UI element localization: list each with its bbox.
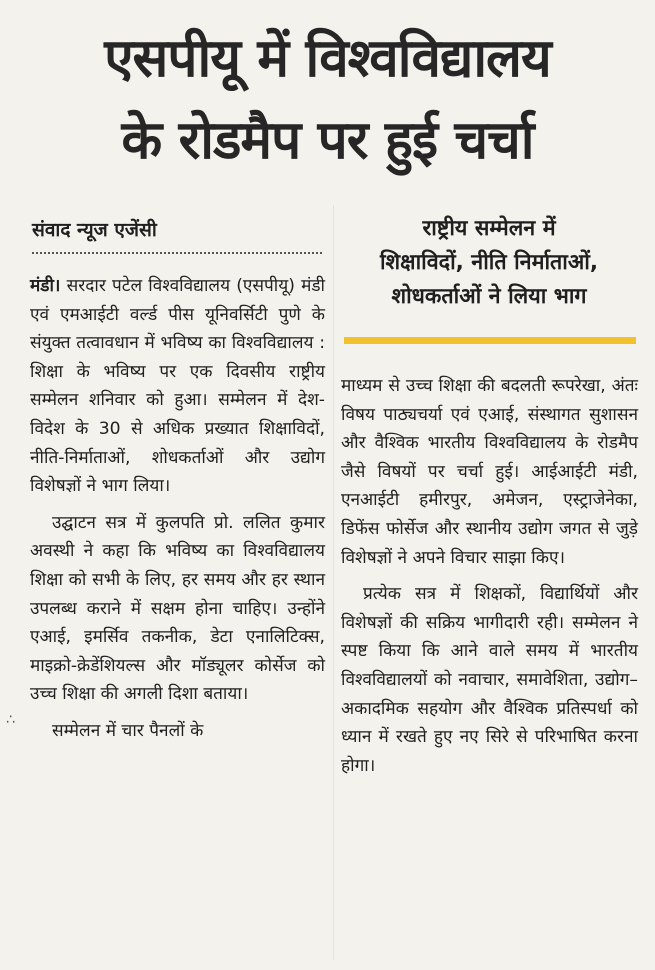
dateline: मंडी। — [30, 276, 61, 296]
article-paragraph-4: माध्यम से उच्च शिक्षा की बदलती रूपरेखा, अंतः विषय पाठ्यचर्या एवं एआई, संस्थागत सुशासन और वैश्विक भारतीय विश्वविद्यालय के रोडमैप जैसे विषयों पर चर्चा हुई। आईआईटी मंडी, एनआईटी हमीरपुर, अमेजन, एस्ट्राजेनेका, डिफेंस फोर्सेज और स्थानीय उद्योग जगत से जुड़े विशेषज्ञों ने अपने विचार साझा किए। — [341, 376, 638, 568]
accent-bar — [344, 337, 636, 344]
article-paragraph-5: प्रत्येक सत्र में शिक्षकों, विद्यार्थियों और विशेषज्ञों की सक्रिय भागीदारी रही। सम्मेलन ने स्पष्ट किया कि आने वाले समय में भारतीय विश्वविद्यालयों को नवाचार, समावेशिता, उद्योग–अकादमिक सहयोग और वैश्विक प्रतिस्पर्धा को ध्यान में रखते हुए नए सिरे से परिभाषित करना होगा। — [341, 584, 638, 776]
paragraph-1-text: सरदार पटेल विश्वविद्यालय (एसपीयू) मंडी एवं एमआईटी वर्ल्ड पीस यूनिवर्सिटी पुणे के संयुक्त तत्वावधान में भविष्य का विश्वविद्यालय : शिक्षा के भविष्य पर एक दिवसीय राष्ट्रीय सम्मेलन शनिवार को हुआ। सम्मेलन में देश-विदेश के 30 से अधिक प्रख्यात शिक्षाविदों, नीति-निर्माताओं, शोधकर्ताओं और उद्योग विशेषज्ञों ने भाग लिया। — [30, 276, 325, 497]
byline-divider — [32, 252, 322, 254]
byline: संवाद न्यूज एजेंसी — [32, 219, 157, 241]
article-column-left — [30, 272, 325, 746]
headline — [10, 18, 645, 182]
column-divider — [333, 205, 334, 960]
subheadline-line-2: शिक्षाविदों, नीति निर्माताओं, — [379, 250, 599, 275]
subheadline — [344, 212, 634, 314]
article-paragraph-3: सम्मेलन में चार पैनलों के — [52, 720, 204, 741]
headline-line-1: एसपीयू में विश्वविद्यालय — [104, 28, 551, 89]
article-column-right — [341, 372, 638, 780]
margin-dots: ∴ — [6, 712, 15, 728]
article-paragraph-2: उद्घाटन सत्र में कुलपति प्रो. ललित कुमार अवस्थी ने कहा कि भविष्य का विश्वविद्यालय शिक्षा को सभी के लिए, हर समय और हर स्थान उपलब्ध कराने में सक्षम होना चाहिए। उन्होंने एआई, इमर्सिव तकनीक, डेटा एनालिटिक्स, माइक्रो-क्रेडेंशियल्स और मॉड्यूलर कोर्सेज को उच्च शिक्षा की अगली दिशा बताया। — [30, 512, 325, 705]
article-paragraph-1 — [30, 272, 325, 501]
headline-line-2: के रोडमैप पर हुई चर्चा — [121, 110, 534, 171]
subheadline-line-1: राष्ट्रीय सम्मेलन में — [422, 216, 556, 241]
subheadline-line-3: शोधकर्ताओं ने लिया भाग — [391, 284, 587, 309]
